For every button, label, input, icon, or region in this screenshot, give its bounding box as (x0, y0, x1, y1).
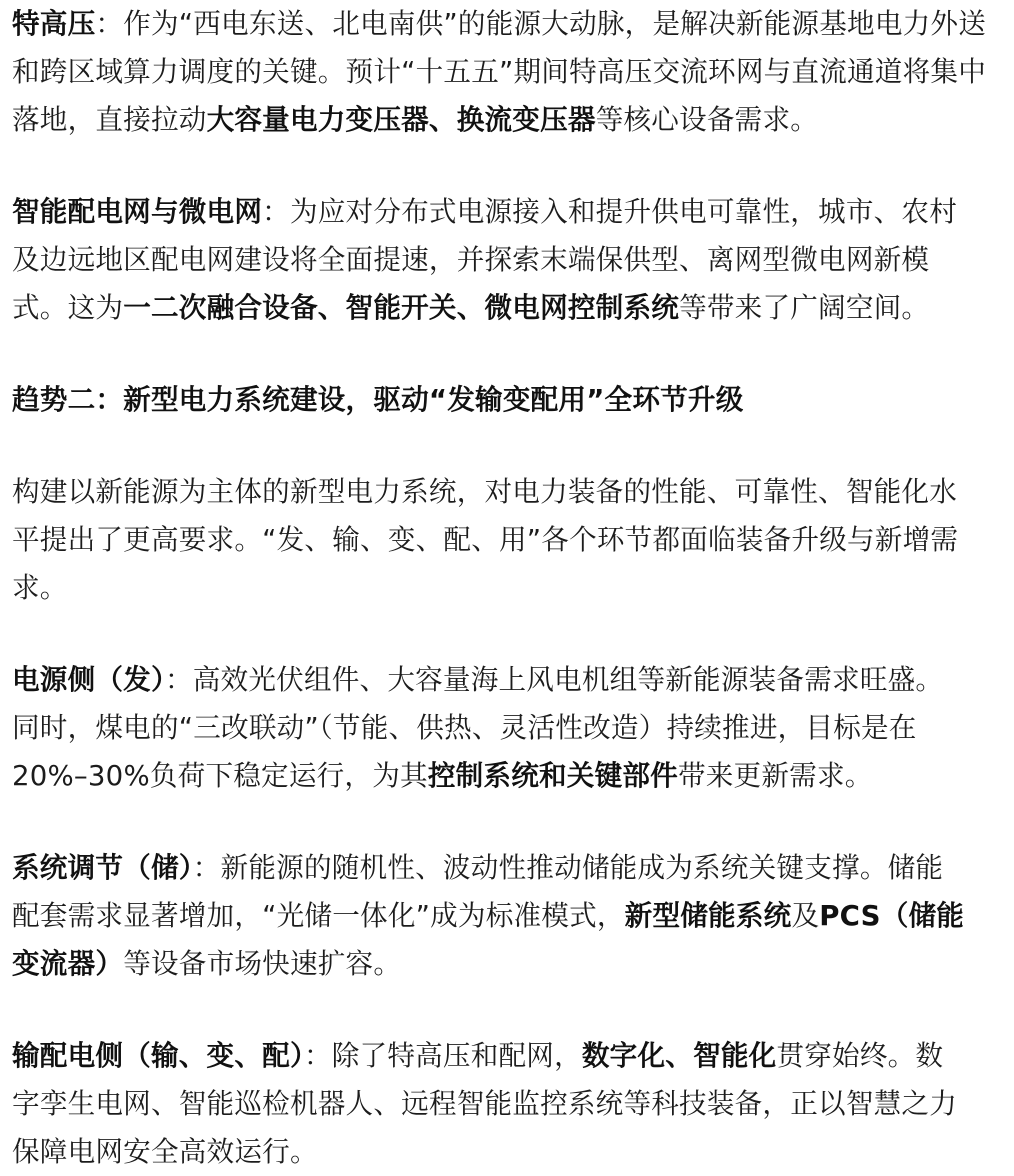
text-line (12, 516, 996, 564)
paragraph-transmission (12, 1032, 996, 1176)
bold-text-run: 系统调节（储） (12, 851, 193, 884)
text-line (12, 1128, 996, 1176)
text-line (12, 1032, 996, 1080)
paragraph-generation (12, 656, 996, 800)
text-run: 等设备市场快速扩容。 (123, 947, 402, 980)
text-run: 带来更新需求。 (677, 759, 873, 792)
text-line (12, 1080, 996, 1128)
text-line (12, 656, 996, 704)
bold-text-run: 变流器） (12, 947, 124, 980)
text-line (12, 704, 996, 752)
paragraph-intro (12, 468, 996, 612)
text-run: 贯穿始终。数 (776, 1039, 944, 1072)
text-run: 平提出了更高要求。“发、输、变、配、用”各个环节都面临装备升级与新增需 (12, 523, 959, 556)
text-line (12, 752, 996, 800)
bold-text-run: 输配电侧（输、变、配） (12, 1039, 304, 1072)
text-run: 20%–30%负荷下稳定运行，为其 (12, 759, 428, 792)
paragraph-smart-grid (12, 188, 996, 332)
text-line (12, 892, 996, 940)
text-run: 等核心设备需求。 (595, 103, 819, 136)
text-line (12, 564, 996, 612)
bold-text-run: 特高压 (12, 7, 96, 40)
text-run: 式。这为 (12, 291, 124, 324)
bold-text-run: 控制系统和关键部件 (427, 759, 678, 792)
paragraph-uhv (12, 0, 996, 144)
text-line (12, 188, 996, 236)
text-run: ：作为“西电东送、北电南供”的能源大动脉，是解决新能源基地电力外送 (95, 7, 986, 40)
text-run: ：高效光伏组件、大容量海上风电机组等新能源装备需求旺盛。 (164, 663, 944, 696)
text-line (12, 468, 996, 516)
text-run: 落地，直接拉动 (12, 103, 207, 136)
section-heading (12, 376, 996, 424)
bold-text-run: 数字化、智能化 (581, 1039, 777, 1072)
text-run: 和跨区域算力调度的关键。预计“十五五”期间特高压交流环网与直流通道将集中 (12, 55, 986, 88)
bold-text-run: 新型储能系统 (624, 899, 792, 932)
text-line (12, 376, 996, 424)
bold-text-run: 电源侧（发） (12, 663, 165, 696)
text-run: 字孪生电网、智能巡检机器人、远程智能监控系统等科技装备，正以智慧之力 (12, 1087, 957, 1120)
bold-text-run: 趋势二：新型电力系统建设，驱动“发输变配用”全环节升级 (12, 383, 744, 416)
text-line (12, 96, 996, 144)
text-run: 及边远地区配电网建设将全面提速，并探索末端保供型、离网型微电网新模 (12, 243, 930, 276)
text-run: 配套需求显著增加，“光储一体化”成为标准模式， (12, 899, 625, 932)
text-run: 及 (791, 899, 820, 932)
text-run: ：除了特高压和配网， (303, 1039, 582, 1072)
text-line (12, 844, 996, 892)
text-line (12, 940, 996, 988)
text-run: ：为应对分布式电源接入和提升供电可靠性，城市、农村 (262, 195, 958, 228)
bold-text-run: 一二次融合设备、智能开关、微电网控制系统 (123, 291, 680, 324)
bold-text-run: 智能配电网与微电网 (12, 195, 263, 228)
text-run: 求。 (12, 571, 68, 604)
text-line (12, 48, 996, 96)
text-run: 构建以新能源为主体的新型电力系统，对电力装备的性能、可靠性、智能化水 (12, 475, 957, 508)
text-run: 同时，煤电的“三改联动”（节能、供热、灵活性改造）持续推进，目标是在 (12, 711, 917, 744)
text-line (12, 236, 996, 284)
text-run: 保障电网安全高效运行。 (12, 1135, 318, 1168)
bold-text-run: PCS（储能 (819, 899, 965, 932)
text-run: 等带来了广阔空间。 (679, 291, 930, 324)
paragraph-storage (12, 844, 996, 988)
text-line (12, 284, 996, 332)
text-line (12, 0, 996, 48)
text-run: ：新能源的随机性、波动性推动储能成为系统关键支撑。储能 (192, 851, 944, 884)
bold-text-run: 大容量电力变压器、换流变压器 (206, 103, 596, 136)
